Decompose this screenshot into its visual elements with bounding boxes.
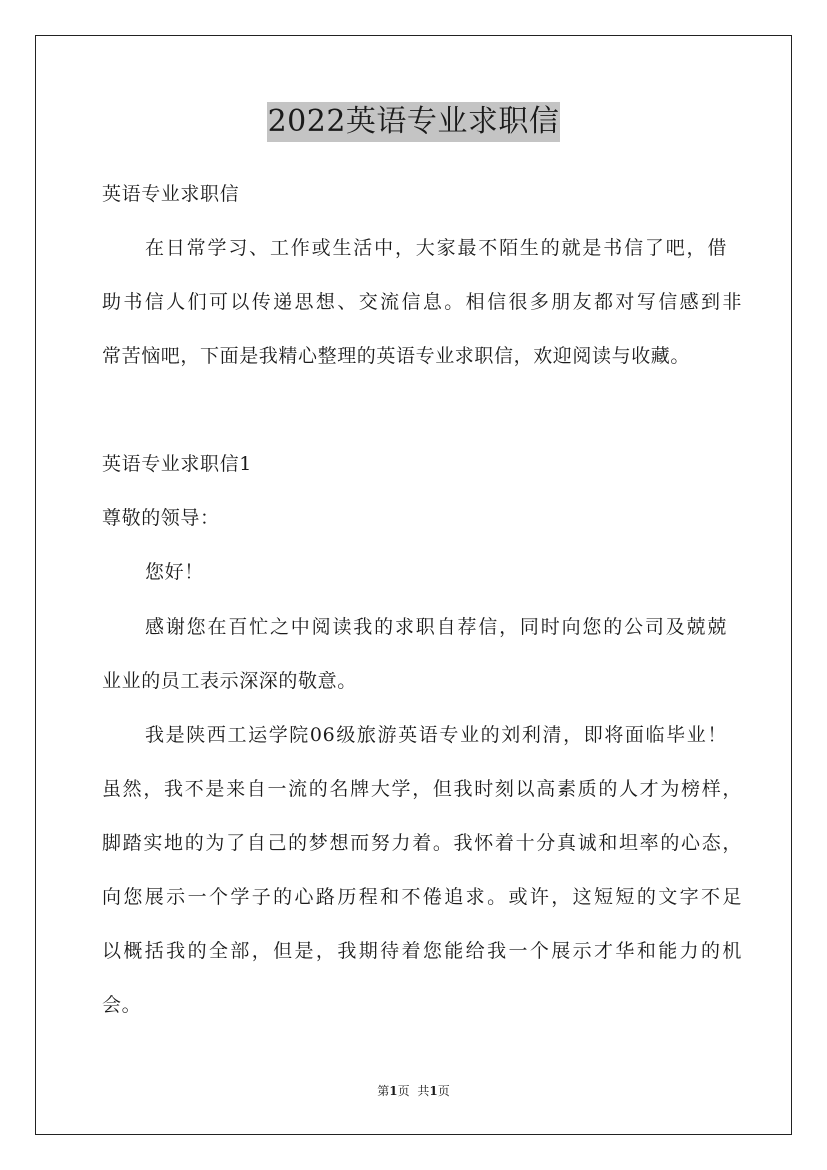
paragraph-line: 在日常学习、工作或生活中，大家最不陌生的就是书信了吧，借 — [145, 237, 727, 259]
footer-total-number: 1 — [429, 1084, 438, 1098]
paragraph-line: 脚踏实地的为了自己的梦想而努力着。我怀着十分真诚和坦率的心态， — [102, 832, 742, 854]
paragraph-line: 以概括我的全部，但是，我期待着您能给我一个展示才华和能力的机 — [102, 940, 742, 962]
paragraph-line: 常苦恼吧，下面是我精心整理的英语专业求职信，欢迎阅读与收藏。 — [102, 345, 691, 367]
footer-page-prefix: 第 — [377, 1084, 390, 1098]
paragraph-line: 虽然，我不是来自一流的名牌大学，但我时刻以高素质的人才为榜样， — [102, 778, 742, 800]
paragraph-line: 向您展示一个学子的心路历程和不倦追求。或许，这短短的文字不足 — [102, 886, 742, 908]
footer-page-number: 1 — [389, 1084, 398, 1098]
document-title: 2022英语专业求职信 — [267, 102, 561, 142]
footer-page-suffix: 页 — [397, 1084, 410, 1098]
salutation: 尊敬的领导： — [102, 507, 220, 529]
paragraph-line: 会。 — [102, 994, 142, 1016]
paragraph-line: 感谢您在百忙之中阅读我的求职自荐信，同时向您的公司及兢兢 — [145, 616, 727, 638]
paragraph-line: 业业的员工表示深深的敬意。 — [102, 670, 357, 692]
section-heading: 英语专业求职信1 — [102, 453, 252, 475]
subtitle: 英语专业求职信 — [102, 183, 240, 205]
greeting: 您好！ — [145, 561, 204, 583]
footer-total-suffix: 页 — [437, 1084, 450, 1098]
footer-total-prefix: 共 — [417, 1084, 430, 1098]
page-footer — [0, 1083, 827, 1099]
title-container — [0, 102, 827, 142]
paragraph-line: 我是陕西工运学院06级旅游英语专业的刘利清，即将面临毕业！ — [145, 724, 727, 746]
paragraph-line: 助书信人们可以传递思想、交流信息。相信很多朋友都对写信感到非 — [102, 291, 742, 313]
